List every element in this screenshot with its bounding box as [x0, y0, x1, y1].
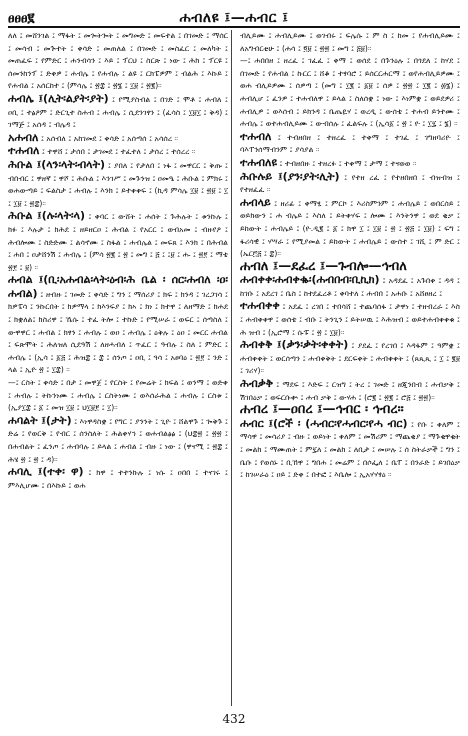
- entry-headword: ሐብረ ፤—ዐበረ ፤—ኅብር ፡ ኅብረ።: [240, 402, 404, 418]
- entry-headword: ተሐብለ: [8, 144, 40, 158]
- dictionary-entry: [240, 258, 460, 275]
- entry-headword: ሕብቃቅ: [240, 377, 274, 391]
- entry-headword: ተሐብለዩ: [240, 155, 277, 169]
- entry-definition: ፤ ዘብዙ ፤ ገመድ ፤ ቀሳድ ፤ ግን ፤ ማሰሪያ ፤ ክፍ ፤ ክንዳ ፤ ገረጋገሳ ፤ ክዎፔሳ ፤ ንኩርበት ፤ ክዎማላ ፤ ክእንፍያ ፤ ክኣ ፤ ክነ ፤ ክተዋ ፤ ለዘማድ ፤ ክሐደ ፤ ክቋለል፤ ክስሪዋ ፤ ኼሱ ፤ ተፈ ትሎ ፤ ተኩድ ፤ የሚሠራ ፤ ወፍር ፤ ሰጣስለ ፤ ውዋዋር ፤ ሐብል ፤ ክፃን ፤ ሐብሉ ፤ ወዐ ፤ ሐብሌ ፤ ዕቅሉ ፤ ዕዐ ፤ መርር ሐብል ፤ ፍጽሞት ፤ ሕለዝለ ሲደዓሽ ፤ ለዘሓብለ ፤ ጥፈር ፤ ዓብሉ ፤ ስለ ፤ ምድር ፤ ሐብሌ ፤ (ኢሳ ፤ ፩፭ ፤ ሕዝ፰ ፤ ፰ ፤ ሰንጦ ፤ ዐቢ ፤ ጓሳ ፤ አፀባዕ ፤ ፳፻ ፤ ንድ ፤ ላል ፤ ኢዮ ፳ ፤ ፲፰) ።: [8, 289, 228, 375]
- entry-definition: ፤ ያደፈ ፤ የረገበ ፤ እዳፋም ፤ ዓምቋ ፤ ሐብቀቀት ፤ ወርሰጣን ፤ ሐብቀቅት ፤ ደርፍቀት ፤ ሐብቀቀት ፤ (ጰጲጲ ፤ ፲ ፤ ፪፱ ፤ ገሪሃ)።: [240, 341, 460, 376]
- text-columns: [8, 30, 460, 706]
- entry-definition: ፤ አዳደፈ ፤ አጉበቀ ፤ ዳዳ ፤ ከገቡ ፤ አደረገ ፤ ቤስ ፤ ከተደፈረቶ ፤ ቀባተለ ፤ ሐብበ ፤ አሐቡ ፤ አሸፀዘረ ፤: [240, 276, 460, 298]
- dictionary-entry: [240, 404, 460, 418]
- dictionary-entry: [240, 131, 460, 157]
- entry-headword: ሕቡል ፤(ላን፡ላት፡ብላት): [8, 157, 106, 171]
- entry-definition: —፤ ርስት ፤ ቀሳድ ፤ በታ ፤ መዋጀ ፤ የርስት ፤ የመሬት ፤ ክፍል ፤ ወንማ ፤ ወድቀ ፤ ሐብሉ ፤ ትኩንነሙ ፤ ሐብሌ ፤ ርስትነሙ ፤ ወእሰራሕል ፤ ሐብሉ ፤ ርስቱ ፤ (ኢያ፲፰ ፤ ፩ ፤ መዝ ፲፱ ፤ ህ፲፱፻ ፤ ፲)።: [8, 378, 228, 413]
- entry-headword: ሐብቀቀ፡ሐብቀቈ፡(ሐብበብ፡ቢኪክ): [240, 273, 380, 287]
- dictionary-entry: [8, 210, 228, 274]
- entry-definition: ፤ ዘሪፊ ፤ ቀማፂ ፤ ምርኮ ፤ እሪስምንም ፤ ሐብሌይ ፤ ወበርሰይ ፤ ወይክውን ፤ ሐ ብሌይ ፤ እስለ ፤ ይትቀሃፍ ፤ ሎሙ ፤ እንትንዋ ፤ ወደ ቂቃ ፤ ይከውት ፤ ሐብሌይ ፤ (ዮ.ዲ፪ ፤ ፩ ፤ ክዋ ፲ ፤ ፲፱ ፤ ፳ ፤ ፳፭ ፤ ፲፱) ፤ ፍግ ፤ ፋሪሳዊ ፤ ሃሣራ ፤ የሚያመል ፤ ይከውት ፤ ሐብሌይ ፤ ውሰተ ፤ ገሺ ፤ ም ድር ፤ (ኤር፫፭ ፤ ፰)።: [240, 198, 460, 259]
- entry-headword: ተሐብለ: [240, 129, 272, 143]
- page-mark: ፀፀፀ፪: [8, 11, 35, 26]
- dictionary-entry: [240, 300, 460, 339]
- entry-definition: ፤ ቀባር ፤ ውሸት ፤ ሐሰት ፤ ጉሕሉት ፤ ቱንኩሉ ፤ ክፉ ፤ እሉታ ፤ ክሕደ ፤ ዘይዘርዐ ፤ ሕብል ፤ የአርር ፤ ወብአመ ፤ ብዙየዖ ፤ ሕብሎሙ ፤ ስድድሙ ፤ ልሳኖሙ ፤ ስፋል ፤ ሐብሌል ፤ መፍጸ ፤ እንክ ፤ በሕብል ፤ ሐበ ፤ ዐታሸንሽ ፤ ሐብሌ ፤ (ምሳ ፳፪ ፤ ፳ ፤ መግ ፤ ፭ ፤ ፤፱ ፤ ሑ ፤ ፳፻ ፤ ማቴ ፳፻ ፤ ፱) ።: [8, 212, 228, 272]
- dictionary-entry: [8, 415, 228, 466]
- entry-headword: ሐብላይ: [240, 195, 271, 209]
- running-head: ሐብለዩ ፤—ሐብር ፤: [179, 10, 289, 26]
- dictionary-entry: [8, 274, 228, 377]
- dictionary-entry: [240, 339, 460, 378]
- entry-headword: ሕብቀቅ ፤(ቃን፡ቃት፡ቀቀት): [240, 338, 349, 352]
- entry-definition: ፤ ክዋ ፤ ተተንኩሉ ፤ ነሱ ፤ ዐበበ ፤ ተናገሩ ፤ ምእሊሆሙ ፤ በእኩይ ፤ ወሐ: [8, 468, 229, 490]
- entry-definition: ፤ ተብዘበዘ ፤ ተዘረፈ ፤ ተቀማ ፤ ተገፈ ፤ ገግዘባሪዮ ፤ ባእፐንሰማብንም ፤ ያሳያል ።: [240, 132, 460, 155]
- entry-definition: ፤ ተዋሸ ፤ ታሰበ ፤ ታገመደ ፤ ተፈተለ ፤ ታሰረ ፤ ተሰረረ ።: [41, 147, 196, 157]
- entry-definition: ፤ የቡ ፤ ቀለም ፤ ማሳዋ ፤ መሳሪያ ፤ ብዙ ፤ ወይነት ፤ ቀለም ፤ መሽሪም ፤ ማጨቂያ ፤ ማጉቂዋቂት ፤ መልክ ፤ ማሙጠት ፤ ም፯ለ ፤ መልክ ፤ ለቢታ ፤ መሠሉ ፤ ሰ ስትራቃች ፤ ግን ፤ ቤቡ ፤ የወሰኑ ፤ ቢኸዋ ፤ ግበሐ ፤ መሬም ፤ በሶፌለ ፤ ቤፐ ፤ በንራድ ፤ ይገበዕቃ ፤ ከገሠራዕ ፤ ዐይ ፤ ድቀ ፤ በተፎ ፤ እቤሎ ፤ ኢአሃሃፃዕ ።: [240, 419, 460, 480]
- entry-definition: ብሊይሙ ፤ ሐብሊይሙ ፤ ወገብሩ ፤ ፍሌሱ ፤ ም ስ ፤ ከመ ፤ የሐብሊይሙ ፤ ለአግብርቲሁ ፤ (ሐሳ ፤ ፬፱ ፤ ፳፳ ፤ መግ ፤ ፭፱)።: [240, 31, 460, 53]
- page-number: 432: [222, 712, 246, 726]
- dictionary-entry: [8, 93, 228, 132]
- dictionary-entry: [8, 132, 228, 146]
- entry-headword: ሐብል ፤(ቢ፡አሐብል፡ላት፡ዕብ፡ሕ ቤል ፡ ሰር፡ሐብለ ፡ዐ፡ሐብል): [8, 273, 228, 300]
- dictionary-entry: [240, 197, 460, 261]
- dictionary-entry: [8, 145, 228, 159]
- dictionary-entry: [8, 466, 228, 492]
- entry-definition: ለለ ፤ መሸንገል ፤ ማፋት ፤ መጐትጐት ፤ መግመድ ፤ መፍተል ፤ በገመድ ፤ ማሰር ፤ መሳብ ፤ መጕተት ፤ ቀሳድ ፤ መጠለል ፤ በገመድ ፤ መስፈር ፤ መለካት ፤ መጠፈፍ ፤ የምድር ፤ ሐንብሳን ፤ እይ ፤ ፕርህ ፤ ስርጽ ፤ ነው ፤ ሕክ ፤ ፕርዩ ፤ ሰመንከንፕ ፤ ድቀዎ ፤ ሐብሌ ፤ የሐብሉ ፤ ልዩ ፤ ርክፔዎም ፤ ብልሕ ፤ እኩይ ፤ የሐብል ፤ አሰርከተ ፤ (ምሳሌ ፤ ፳፰ ፤ ፳፮ ፤ ፲፱ ፤ ፳፪)።: [8, 31, 228, 91]
- entry-headword: ሕቡሉይ ፤(ያን፡ያት፡ሊት): [240, 169, 340, 183]
- right-column: [238, 30, 460, 706]
- dictionary-entry: [8, 159, 228, 210]
- entry-definition: ፤ አሰብለ ፤ አከገመደ ፤ ቀሳድ ፤ አሰጣሰ ፤ አሳሰረ ።: [40, 133, 179, 143]
- dictionary-entry: [240, 157, 460, 171]
- entry-definition: ፤ ያበለ ፤ የታለበ ፤ ነፋ ፤ መዋርር ፤ ቅጡ ፤ ብበብር ፤ ዋዘኛ ፤ ዋሾ ፤ ሕቡል ፤ እንገሥ ፤ መጉንዝ ፤ ዐመዔ ፤ ሕቡል ፤ ምክሩ ፤ ወሐውጣይ ፤ ፍልስታ ፤ ሐብሉ ፤ እንክ ፤ ይተቀቀፍ ፤ (ኪዳ ምሳሌ ፲፱ ፤ ፳፱ ፤ ፲ ፤ ፲፱ ፤ ፳፰)።: [8, 160, 228, 208]
- dictionary-entry: [240, 171, 460, 197]
- entry-definition: ፤ ተብዘበዙ ፤ ተዘረፉ ፤ ተቀማ ፤ ታማ ፤ ተናወወ ።: [279, 158, 417, 168]
- entry-headword: ሐብር ፤(ሮች ፡ (ሓብር፡የሓብር፡የሓ ብር): [240, 416, 408, 430]
- dictionary-entry: [8, 377, 228, 415]
- dictionary-entry: [240, 274, 460, 300]
- dictionary-entry: [240, 55, 460, 131]
- entry-headword: ሕቡል ፤(ሉ፡ላት፡ላ): [8, 209, 86, 223]
- dictionary-entry: [8, 30, 228, 93]
- entry-headword: ሐብሌ ፤(ሊት፡ልያት፡ያት): [8, 91, 109, 105]
- entry-headword: ሐባሊ ፤(ተቀ፡ ዋ): [8, 465, 84, 479]
- dictionary-entry: [240, 418, 460, 482]
- page-header: [8, 4, 460, 28]
- dictionary-entry: [240, 30, 460, 55]
- entry-definition: —፤ ሐበበዘ ፤ ዘረፈ ፤ ገፈፈ ፤ ቀማ ፤ ወሰደ ፤ በጉንዕሉ ፤ በጎደለ ፤ ከሃደ ፤ በገመድ ፤ የሐብል ፤ ኩርር ፤ ሸቆ ፤ ተፃባሮ ፤ ይሰርርሐርማ ፤ ወየሐብሊይዎሙ ፤ ወሐ ብሊይዎሙ ፤ ሰዎጣ ፤ (መግ ፤ ፲፪ ፤ ፩፱ ፤ ሰዎ ፤ ፳፳ ፤ ፲፪ ፤ ፴፮) ፤ ሐብሊሆ ፤ ፈንዎ ፤ ተሐብለዋ ፤ ይላል ፤ ስለሰቋ ፤ ነው ፤ እነምቋ ፤ ወይደዎሪ ፤ ሐብሊዎ ፤ ወእሰብ ፤ ይክንዳ ፤ ቤጤዬሃ ፤ ወረዲ ፤ ውሰቴ ፤ ተሐብ ይንተሙ ፤ ሐብሌ ፤ ወተሐብሊይሙ ፤ ውብሰሉ ፤ ፈልፍሉ ፤ (ኢሳ፩ ፤ ፳ ፤ ዮ ፤ ፲፯ ፤ ፮) ።: [240, 56, 460, 129]
- entry-headword: ተሐብቀቀ: [240, 299, 280, 313]
- entry-headword: ሐባልት ፤(ታት): [8, 413, 72, 427]
- entry-definition: ፤ የሚያስብል ፤ በገድ ፤ ሞቶ ፤ ሐብለ ፤ ዐቢ ፤ ተፅዖም ፤ ድርጊተ ስሐብ ፤ ሐብሌ ፤ ሲደንገፃን ፤ (ፈሳስ ፤ ፲፱፲ ፤ ቅዳ) ፤ ገማጅ ፤ አሰዳ ፤ ብሌዳ ፤: [8, 94, 228, 130]
- entry-definition: ፤ እነዋዳስቋ ፤ የግር ፤ ያንንት ፤ ጊዮ ፤ ሸልዋጉ ፤ ጐቅጉ ፤ ድሬ ፤ የወርቅ ፤ የብር ፤ ሰንስለት ፤ ሕልቀሃኅ ፤ ወሐብልፅፅ ፤ (ህ፰፳ ፤ ፳፳ ፤ በሐብልት ፤ ፈንጦ ፤ ሐብባሉ ፤ ይላል ፤ ሐብል ፤ ብዙ ፤ ነው ፤ (ዋናሚ ፤ ፳፰ ፤ ሕሄ ፳ ፤ ፳ ፤ ዳ)።: [8, 416, 229, 464]
- entry-headword: ሐብለ ፤—ደፈረ ፤—ጉብሎ—ኅብለ: [240, 258, 407, 274]
- dictionary-entry: [240, 378, 460, 404]
- left-column: [8, 30, 232, 706]
- entry-definition: ፤ ማደፍ ፤ እድፍ ፤ ርዝግ ፤ ትረ ፤ ገመድ ፤ ዘጂንበብ ፤ ሐብቃቅ ፤ ሽገበዕቃ ፤ ወፍርቡቍ ፤ ሐብ ቃቅ ፤ ውሃሐ ፤ (ሮ፪ ፤ ፳፪ ፤ ሮ፭ ፤ ፳፳)።: [240, 380, 460, 402]
- entry-definition: ፤ የተዘ ረፈ ፤ የተዘበዘበ ፤ ብዝብዝ ፤ የተዘፈፈ ።: [240, 172, 460, 195]
- entry-definition: ፤ አደፈ ፤ ረገበ ፤ ተበሳሸ ፤ ተጨባሰፋ ፤ ታዋነ ፤ ተዘብረራ ፤ እስ ፤ ሐብቀቀዋ ፤ ወሰቴ ፤ ብቡ ፤ ትንጊን ፤ ይትሠዉ ፤ እሕዝብ ፤ ወይተሐብቀቀቁ ፤ ሕ ዝብ ፤ (ኢሮማ ፤ ሱፑ ፤ ፳ ፤ ፲፱)።: [240, 302, 460, 337]
- entry-headword: አሐብለ: [8, 130, 39, 144]
